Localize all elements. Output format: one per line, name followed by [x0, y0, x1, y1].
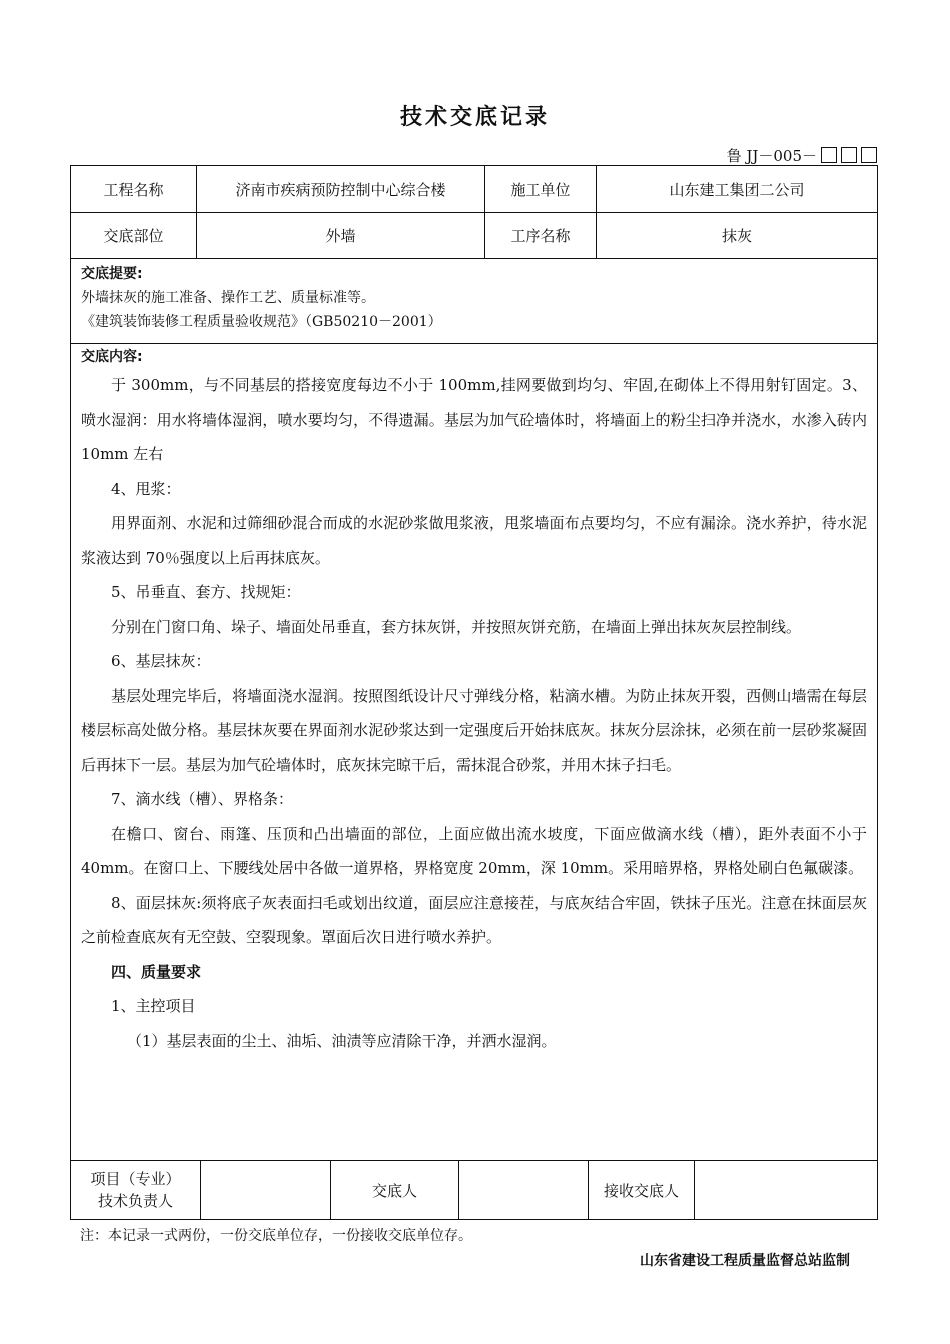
content-paragraph: 在檐口、窗台、雨篷、压顶和凸出墙面的部位，上面应做出流水坡度，下面应做滴水线（槽），距外表面不小于 40mm。在窗口上、下腰线处居中各做一道界格，界格宽度 20mm，深 10mm。采用暗界格，界格处刷白色氟碳漆。: [81, 824, 867, 877]
footnote: 注：本记录一式两份，一份交底单位存，一份接收交底单位存。: [80, 1228, 472, 1244]
code-box-icon: [821, 147, 837, 163]
content-paragraph: 基层处理完毕后，将墙面浇水湿润。按照图纸设计尺寸弹线分格，粘滴水槽。为防止抹灰开裂，西侧山墙需在每层楼层标高处做分格。基层抹灰要在界面剂水泥砂浆达到一定强度后开始抹底灰。抹灰分层涂抹，必须在前一层砂浆凝固后再抹下一层。基层为加气砼墙体时，底灰抹完晾干后，需抹混合砂浆，并用木抹子扫毛。: [81, 686, 867, 774]
content-heading: 5、吊垂直、套方、找规矩：: [111, 583, 301, 601]
content-heading: 7、滴水线（槽）、界格条：: [111, 790, 294, 808]
tech-lead-signature[interactable]: [201, 1161, 331, 1219]
discloser-signature[interactable]: [459, 1161, 589, 1219]
tech-lead-label-line: 技术负责人: [97, 1192, 173, 1210]
header-row-project: [71, 166, 877, 213]
tech-lead-label: [71, 1161, 201, 1219]
summary-line: 《建筑装饰装修工程质量验收规范》（GB50210－2001）: [81, 314, 442, 330]
issuer-footer: 山东省建设工程质量监督总站监制: [640, 1253, 850, 1269]
content-section: [71, 344, 877, 1161]
document-title: 技术交底记录: [399, 105, 550, 130]
tech-lead-label-line: 项目（专业）: [90, 1170, 181, 1188]
contractor-value: 山东建工集团二公司: [669, 180, 805, 199]
discloser-label: 交底人: [331, 1161, 459, 1219]
summary-section: [71, 258, 877, 344]
receiver-signature[interactable]: [695, 1161, 877, 1219]
summary-line: 外墙抹灰的施工准备、操作工艺、质量标准等。: [81, 290, 375, 306]
process-label: 工序名称: [485, 212, 597, 258]
part-label: 交底部位: [71, 212, 197, 258]
code-box-icon: [841, 147, 857, 163]
contractor-label: 施工单位: [485, 166, 597, 212]
code-box-icon: [861, 147, 877, 163]
form-code: [727, 145, 877, 166]
content-heading: 4、甩浆：: [111, 479, 181, 498]
content-label: 交底内容:: [81, 349, 143, 365]
content-heading: 6、基层抹灰：: [111, 652, 211, 670]
content-paragraph: （1）基层表面的尘土、油垢、油渍等应清除干净，并洒水湿润。: [127, 1031, 557, 1050]
quality-section-heading: 四、质量要求: [111, 962, 202, 981]
content-paragraph: 分别在门窗口角、垛子、墙面处吊垂直，套方抹灰饼，并按照灰饼充筋，在墙面上弹出抹灰灰层控制线。: [111, 617, 802, 636]
signature-row: [71, 1161, 877, 1219]
process-value: 抹灰: [721, 226, 752, 245]
content-paragraph: 8、面层抹灰:须将底子灰表面扫毛或划出纹道，面层应注意接茬，与底灰结合牢固，铁抹子压光。注意在抹面层灰之前检查底灰有无空鼓、空裂现象。罩面后次日进行喷水养护。: [81, 893, 867, 946]
content-paragraph: 于 300mm，与不同基层的搭接宽度每边不小于 100mm,挂网要做到均匀、牢固,在砌体上不得用射钉固定。3、喷水湿润：用水将墙体湿润，喷水要均匀，不得遗漏。基层为加气砼墙体时，将墙面上的粉尘扫净并浇水，水渗入砖内 10mm 左右: [81, 376, 867, 463]
receiver-label: 接收交底人: [589, 1161, 695, 1219]
form-code-prefix: 鲁 JJ－005－: [726, 147, 817, 165]
project-name-label: 工程名称: [71, 166, 197, 212]
record-table: [70, 165, 878, 1220]
content-heading: 1、主控项目: [111, 997, 196, 1015]
project-name-value: 济南市疾病预防控制中心综合楼: [197, 166, 485, 212]
part-value: 外墙: [197, 212, 485, 258]
summary-label: 交底提要:: [81, 266, 143, 282]
content-paragraph: 用界面剂、水泥和过筛细砂混合而成的水泥砂浆做甩浆液，甩浆墙面布点要均匀，不应有漏涂。浇水养护，待水泥浆液达到 70％强度以上后再抹底灰。: [81, 514, 867, 567]
header-row-part: [71, 212, 877, 259]
